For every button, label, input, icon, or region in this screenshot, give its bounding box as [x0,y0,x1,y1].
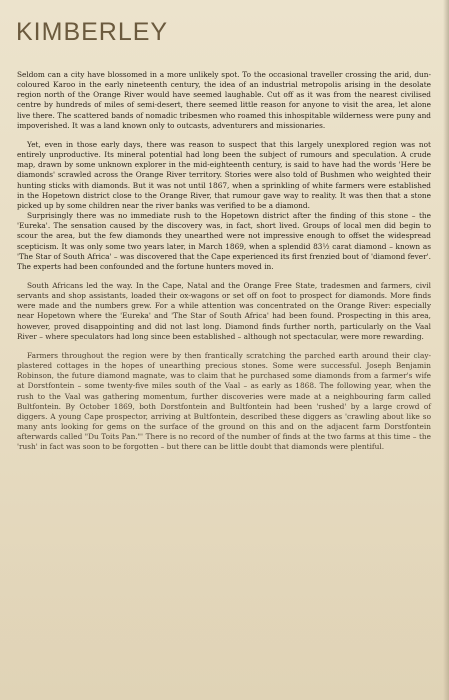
paragraph-farmers: Farmers throughout the region were by then frantically scratching the parched earth around their clay-plastered cottages in the hopes of unearthing precious stones. Some were successful. Joseph Benjamin Robinson, the future diamond magnate, was to claim that he purchased some diamonds from a farmer's wife at Dorstfontein – some twenty-five miles south of the Vaal – as early as 1868. The following year, when the rush to the Vaal was gathering momentum, further discoveries were made at a neighbouring farm called Bultfontein. By October 1869, both Dorstfontein and Bultfontein had been 'rushed' by a large crowd of diggers. A young Cape prospector, arriving at Bultfontein, described these diggers as 'crawling about like so many ants looking for gems on the surface of the ground on this and on the adjacent farm Dorstfontein afterwards called "Du Toits Pan."' There is no record of the number of finds at the two farms at this time – the 'rush' in fact was soon to be forgotten – but there can be little doubt that diamonds were plentiful. [17,350,431,452]
paragraph-eureka: Surprisingly there was no immediate rush to the Hopetown district after the finding of this stone – the 'Eureka'. The sensation caused by the discovery was, in fact, short lived. Groups of local men did begin to scour the area, but the few diamonds they unearthed were not impressive enough to offset the widespread scepticism. It was only some two years later, in March 1869, when a splendid 83½ carat diamond – known as 'The Star of South Africa' – was discovered that the Cape experienced its first frenzied bout of 'diamond fever'. The experts had been confounded and the fortune hunters moved in. [17,211,431,271]
paragraph-intro: Seldom can a city have blossomed in a more unlikely spot. To the occasional traveller crossing the arid, dun-coloured Karoo in the early nineteenth century, the idea of an industrial metropolis arising in the desolate region north of the Orange River would have seemed laughable. Cut off as it was from the nearest civilised centre by hundreds of miles of semi-desert, there seemed little reason for anyone to visit the area, let alone live there. The scattered bands of nomadic tribesmen who roamed this inhospitable wilderness were puny and impoverished. It was a land known only to outcasts, adventurers and missionaries. [17,70,431,130]
chapter-title: KIMBERLEY [16,18,169,46]
page-edge-shadow [443,0,449,700]
page-fade [0,540,449,700]
chapter-body [17,70,431,461]
paragraph-rumours: Yet, even in those early days, there was reason to suspect that this largely unexplored region was not entirely unproductive. Its mineral potential had long been the subject of rumours and speculation. A crude map, drawn by some unknown explorer in the mid-eighteenth century, is said to have had the words 'Here be diamonds' scrawled across the Orange River territory. Stories were also told of Bushmen who weighted their hunting sticks with diamonds. But it was not until 1867, when a sprinkling of white farmers were established in the Hopetown district close to the Orange River, that rumour gave way to reality. It was then that a stone picked up by some children near the river banks was verified to be a diamond. [17,139,431,210]
paragraph-south-africans: South Africans led the way. In the Cape, Natal and the Orange Free State, tradesmen and farmers, civil servants and shop assistants, loaded their ox-wagons or set off on foot to prospect for diamonds. More finds were made and the numbers grew. For a while attention was concentrated on the Orange River: especially near Hopetown where the 'Eureka' and 'The Star of South Africa' had been found. Prospecting in this area, however, proved disappointing and did not last long. Diamond finds further north, particularly on the Vaal River – where speculators had long since been established – although not spectacular, were more rewarding. [17,280,431,341]
